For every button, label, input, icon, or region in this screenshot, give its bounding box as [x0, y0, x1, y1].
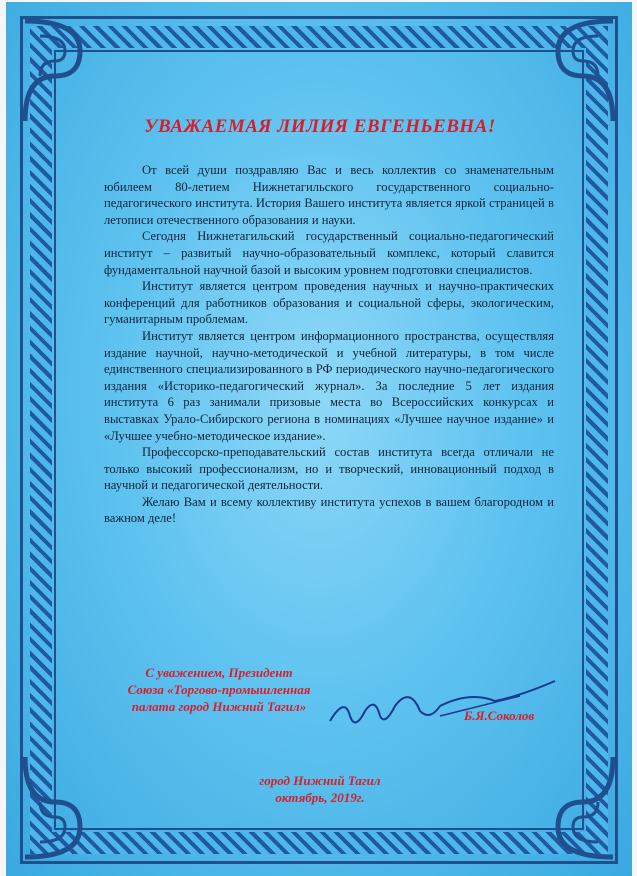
body-paragraph: Сегодня Нижнетагильский государственный социально-педагогический институт – развитый научно-образовательный комплекс, который славится фундаментальной научной базой и высоким уровнем подготовки специалистов. — [104, 229, 554, 277]
body-paragraph: Институт является центром информационного пространства, осуществляя издание научной, научно-методической и учебной литературы, в том числе единственного специализированного в РФ периодического научно-педагогического издания «Историко-педагогический журнал». За последние 5 лет издания института 6 раз занимали призовые места во Всероссийских конкурсах и выставках Урало-Сибирского региона в номинациях «Лучшее научное издание» и «Лучшее учебно-методическое издание». — [104, 328, 554, 443]
signature-line: С уважением, Президент — [145, 665, 293, 680]
corner-ornament-top-right — [508, 16, 618, 126]
signature-line: Союза «Торгово-промышленная — [127, 682, 311, 697]
signer-name: Б.Я.Соколов — [464, 708, 535, 723]
date: октябрь, 2019г. — [275, 790, 365, 805]
letter-body — [104, 162, 554, 527]
place: город Нижний Тагил — [259, 773, 381, 788]
signature-line: палата город Нижний Тагил» — [131, 699, 307, 714]
letter-salutation: УВАЖАЕМАЯ ЛИЛИЯ ЕВГЕНЬЕВНА! — [144, 116, 496, 137]
body-paragraph: Желаю Вам и всему коллективу института успехов в вашем благородном и важном деле! — [104, 494, 554, 526]
body-paragraph: Институт является центром проведения научных и научно-практических конференций для работников образования и социальной сферы, экологическим, гуманитарным проблемам. — [104, 279, 554, 327]
place-and-date — [220, 772, 420, 806]
body-paragraph: От всей души поздравляю Вас и весь коллектив со знаменательным юбилеем 80-летием Нижнетагильского государственного социально-педагогического института. История Вашего института является яркой страницей в летописи отечественного образования и науки. — [104, 163, 554, 227]
corner-ornament-bottom-right — [508, 752, 618, 862]
body-paragraph: Профессорско-преподавательский состав института всегда отличали не только высокий профессионализм, но и творческий, инновационный подход в научной и педагогической деятельности. — [104, 445, 554, 493]
signature-block — [104, 664, 334, 715]
corner-ornament-bottom-left — [20, 752, 130, 862]
corner-ornament-top-left — [20, 16, 130, 126]
